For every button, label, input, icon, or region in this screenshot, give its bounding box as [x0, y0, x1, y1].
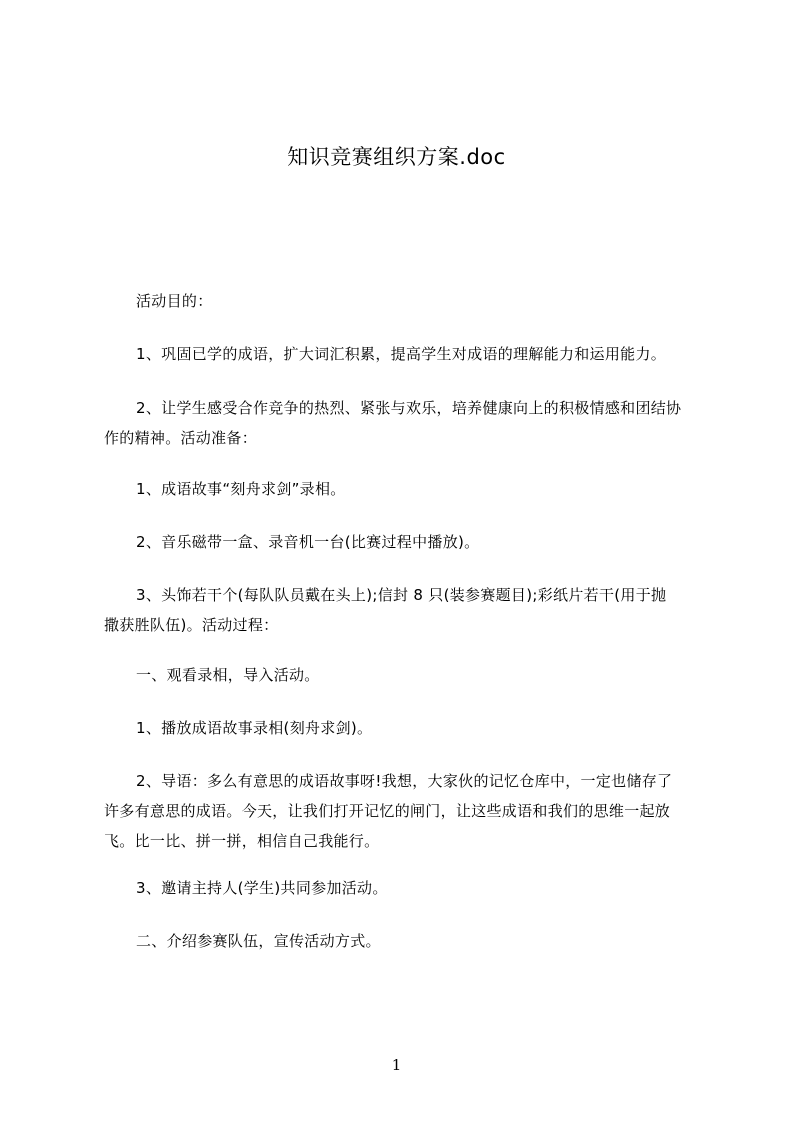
paragraph-prep-3 [104, 580, 700, 640]
paragraph-line: 2、音乐磁带一盒、录音机一台(比赛过程中播放)。 [136, 533, 480, 551]
page-number: 1 [391, 1056, 402, 1074]
paragraph-line: 3、邀请主持人(学生)共同参加活动。 [136, 879, 388, 897]
paragraph-activity-goals [136, 286, 732, 316]
paragraph-line: 活动目的： [136, 292, 213, 310]
document-title: 知识竞赛组织方案.doc [287, 145, 506, 169]
paragraph-line: 飞。比一比、拼一拼，相信自己我能行。 [104, 832, 380, 850]
paragraph-line: 撒获胜队伍)。活动过程： [104, 616, 279, 634]
paragraph-line: 1、成语故事“刻舟求剑”录相。 [136, 480, 346, 498]
paragraph-line: 2、导语：多么有意思的成语故事呀!我想，大家伙的记忆仓库中，一定也储存了 [136, 772, 673, 790]
paragraph-step-1 [136, 660, 732, 690]
paragraph-line: 1、巩固已学的成语，扩大词汇积累，提高学生对成语的理解能力和运用能力。 [136, 345, 667, 363]
paragraph-prep-2 [136, 527, 732, 557]
paragraph-line: 3、头饰若干个(每队队员戴在头上);信封 8 只(装参赛题目);彩纸片若干(用于抛 [136, 586, 667, 604]
paragraph-line: 二、介绍参赛队伍，宣传活动方式。 [136, 932, 381, 950]
paragraph-line: 1、播放成语故事录相(刻舟求剑)。 [136, 719, 373, 737]
paragraph-step-1-3 [136, 873, 732, 903]
paragraph-goal-2 [104, 393, 700, 453]
paragraph-goal-1 [136, 339, 732, 369]
paragraph-step-1-2 [104, 766, 700, 856]
paragraph-step-1-1 [136, 713, 732, 743]
paragraph-line: 作的精神。活动准备： [104, 429, 258, 447]
paragraph-prep-1 [136, 474, 732, 504]
paragraph-step-2 [136, 926, 732, 956]
paragraph-line: 一、观看录相，导入活动。 [136, 666, 320, 684]
paragraph-line: 2、让学生感受合作竞争的热烈、紧张与欢乐，培养健康向上的积极情感和团结协 [136, 399, 682, 417]
paragraph-line: 许多有意思的成语。今天，让我们打开记忆的闸门，让这些成语和我们的思维一起放 [104, 802, 671, 820]
